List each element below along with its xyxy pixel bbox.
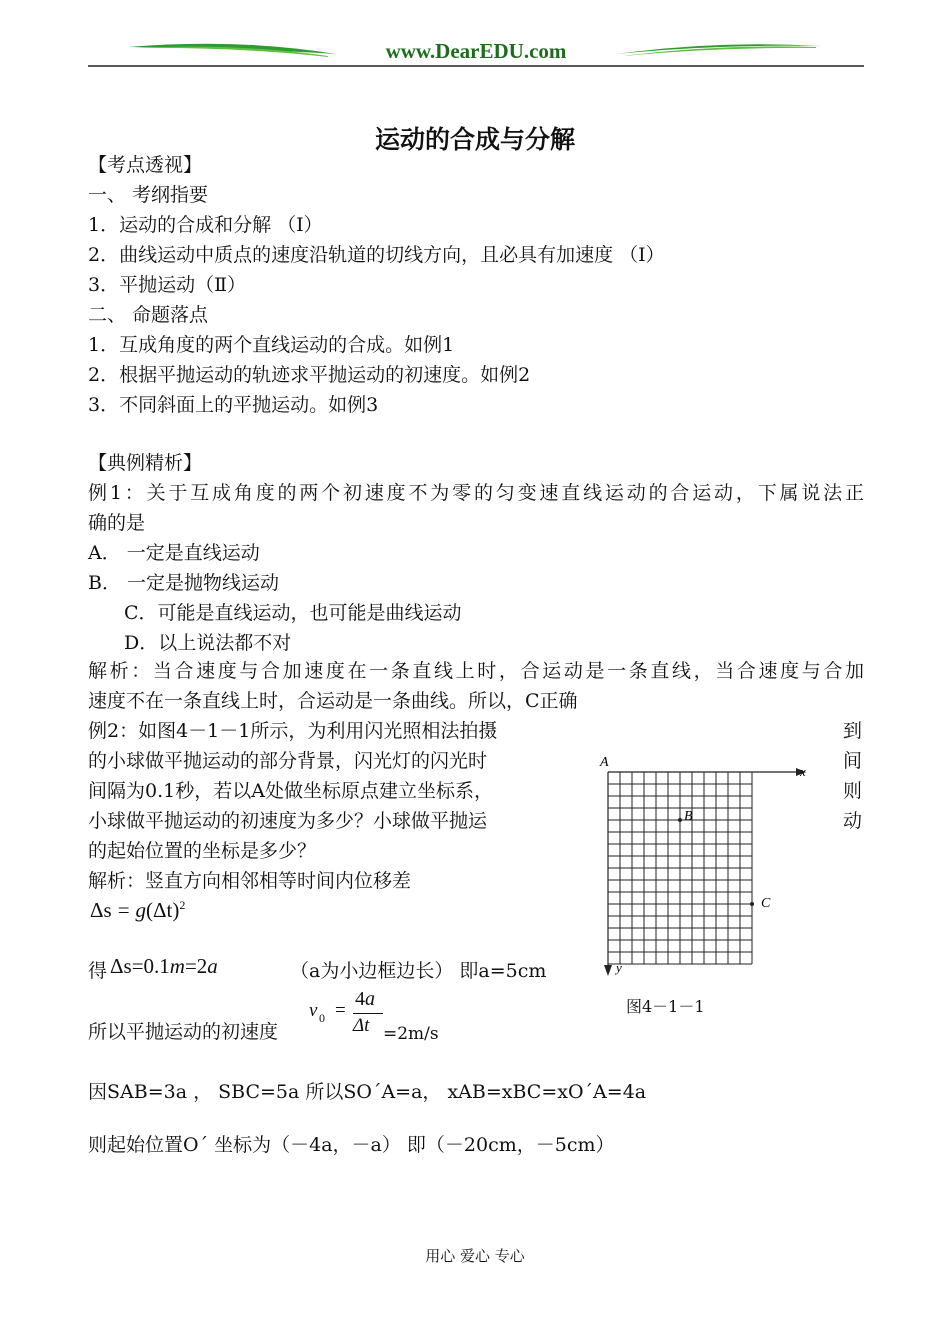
- text-line: 所以平抛运动的初速度: [88, 1021, 279, 1043]
- fraction-bar: [353, 1013, 383, 1014]
- option-b: B． 一定是抛物线运动: [88, 572, 280, 594]
- header-logo: [88, 34, 864, 70]
- option-c: C．可能是直线运动，也可能是曲线运动: [124, 602, 462, 624]
- header-banner: [88, 34, 864, 70]
- section-heading: 【考点透视】: [88, 154, 203, 176]
- y-axis-arrow: [604, 965, 612, 976]
- text-line: 例2：如图4－1－1所示，为利用闪光照相法拍摄: [88, 720, 498, 742]
- label-c: C: [761, 896, 771, 911]
- text-line: 例1：关于互成角度的两个初速度不为零的匀变速直线运动的合运动，下属说法正: [88, 482, 864, 504]
- text-line: 的起始位置的坐标是多少？: [88, 840, 317, 862]
- label-x: x: [800, 764, 806, 779]
- text-line: 3．平抛运动（Ⅱ）: [88, 274, 247, 296]
- text-line: 解析：当合速度与合加速度在一条直线上时，合运动是一条直线，当合速度与合加: [88, 660, 864, 682]
- text-line: 解析：竖直方向相邻相等时间内位移差: [88, 870, 412, 892]
- text-line-end: 间: [843, 750, 863, 772]
- text-line: 小球做平抛运动的初速度为多少？小球做平抛运: [88, 810, 488, 832]
- text-line: 得: [88, 960, 108, 982]
- option-a: A． 一定是直线运动: [88, 542, 260, 564]
- text-line: 速度不在一条直线上时，合运动是一条曲线。所以，C正确: [88, 690, 578, 712]
- text-line: 1．运动的合成和分解 （Ⅰ）: [88, 214, 323, 236]
- formula-displacement-difference: $\Delta s = g(\Delta t)^2$: [90, 898, 186, 922]
- footer-text: 用心 爱心 专心: [425, 1247, 525, 1265]
- text-line: 则起始位置O´ 坐标为（－4a，－a） 即（－20cm，－5cm）: [88, 1134, 615, 1156]
- page-title: 运动的合成与分解: [374, 125, 575, 154]
- text-line: 2．根据平抛运动的轨迹求平抛运动的初速度。如例2: [88, 364, 531, 386]
- text-line: 间隔为0.1秒，若以A处做坐标原点建立坐标系，: [88, 780, 493, 802]
- point-c: [750, 902, 754, 906]
- text-line: 的小球做平抛运动的部分背景，闪光灯的闪光时: [88, 750, 488, 772]
- option-d: D．以上说法都不对: [124, 632, 292, 654]
- label-y: y: [616, 960, 622, 975]
- text-line: 3．不同斜面上的平抛运动。如例3: [88, 394, 379, 416]
- grid-figure: [596, 752, 816, 982]
- text-line: =2m/s: [383, 1024, 439, 1044]
- text-line: 2．曲线运动中质点的速度沿轨道的切线方向，且必具有加速度 （Ⅰ）: [88, 244, 665, 266]
- subheading: 一、 考纲指要: [88, 184, 209, 206]
- text-line-end: 则: [843, 780, 863, 802]
- formula-ds-value: Δs=0.1m=2a: [110, 954, 218, 978]
- label-a: A: [600, 755, 609, 770]
- point-b: [678, 818, 682, 822]
- text-line: （a为小边框边长） 即a=5cm: [290, 960, 547, 982]
- text-line-end: 到: [843, 720, 863, 742]
- subheading: 二、 命题落点: [88, 304, 209, 326]
- text-line-end: 动: [843, 810, 863, 832]
- formula-initial-velocity: v 0 = 4a Δt: [309, 986, 381, 1042]
- section-heading: 【典例精析】: [88, 452, 203, 474]
- logo-text: www.DearEDU.com: [385, 39, 567, 63]
- label-b: B: [684, 809, 693, 824]
- text-line: 1．互成角度的两个直线运动的合成。如例1: [88, 334, 455, 356]
- figure-caption: 图4－1－1: [626, 997, 705, 1016]
- text-line: 因SAB=3a ， SBC=5a 所以SO´A=a， xAB=xBC=xO´A=4a: [88, 1081, 647, 1103]
- text-line: 确的是: [88, 512, 146, 534]
- grid-diagram: [596, 752, 816, 982]
